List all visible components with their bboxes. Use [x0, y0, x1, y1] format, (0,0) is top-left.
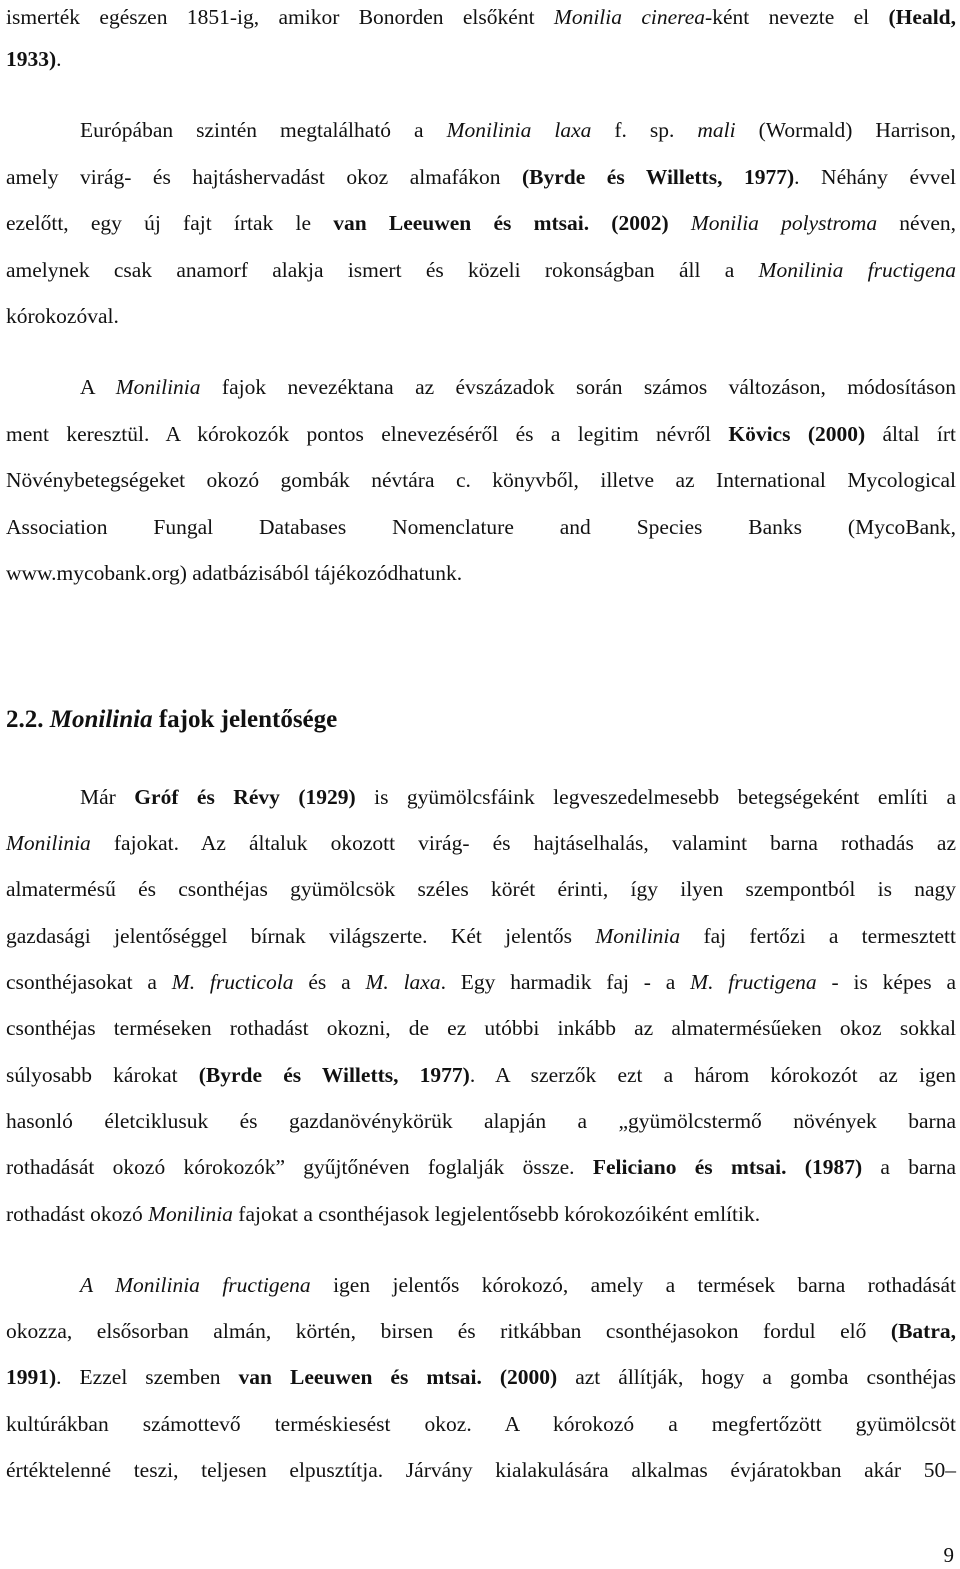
paragraph-2-line-4: amelynek csak anamorf alakja ismert és közeli rokonságban áll a Monilinia fructigena [6, 258, 956, 282]
paragraph-2-line-3: ezelőtt, egy új fajt írtak le van Leeuwen és mtsai. (2002) Monilia polystroma néven, [6, 211, 956, 235]
paragraph-3-line-2: ment keresztül. A kórokozók pontos elnevezéséről és a legitim névről Kövics (2000) által írt [6, 422, 956, 446]
paragraph-4-line-1: Már Gróf és Révy (1929) is gyümölcsfáink legveszedelmesebb betegségeként említi a [80, 785, 957, 809]
paragraph-4-line-8: hasonló életciklusuk és gazdanövénykörük alapján a „gyümölcstermő növények barna [6, 1109, 956, 1133]
paragraph-4-line-6: csonthéjas terméseken rothadást okozni, de ez utóbbi inkább az almatermésűeken okoz sokkal [6, 1016, 956, 1040]
paragraph-4-line-4: gazdasági jelentőséggel bírnak világszerte. Két jelentős Monilinia faj fertőzi a termesztett [6, 924, 956, 948]
paragraph-2-line-2: amely virág- és hajtáshervadást okoz almafákon (Byrde és Willetts, 1977). Néhány évvel [6, 165, 956, 189]
paragraph-4-line-9: rothadását okozó kórokozók” gyűjtőnéven foglalják össze. Feliciano és mtsai. (1987) a barna [6, 1155, 956, 1179]
page-number: 9 [943, 1543, 954, 1567]
paragraph-4-line-10: rothadást okozó Monilinia fajokat a csonthéjasok legjelentősebb kórokozóiként említik. [6, 1202, 761, 1226]
paragraph-3-line-5: www.mycobank.org) adatbázisából tájékozódhatunk. [6, 561, 463, 585]
paragraph-5-line-4: kultúrákban számottevő terméskiesést okoz. A kórokozó a megfertőzött gyümölcsöt [6, 1412, 956, 1436]
paragraph-3-line-3: Növénybetegségeket okozó gombák névtára c. könyvből, illetve az International Mycological [6, 468, 956, 492]
paragraph-3-line-1: A Monilinia fajok nevezéktana az évszázadok során számos változáson, módosításon [80, 375, 956, 399]
paragraph-5-line-2: okozza, elsősorban almán, körtén, birsen és ritkábban csonthéjasokon fordul elő (Batra, [6, 1319, 956, 1343]
paragraph-2-line-5: kórokozóval. [6, 304, 119, 328]
paragraph-2-line-1: Európában szintén megtalálható a Monilinia laxa f. sp. mali (Wormald) Harrison, [80, 118, 956, 142]
paragraph-5-line-1: A Monilinia fructigena igen jelentős kórokozó, amely a termések barna rothadását [80, 1273, 956, 1297]
paragraph-5-line-5: értéktelenné teszi, teljesen elpusztítja. Járvány kialakulására alkalmas évjáratokban akár 50– [6, 1458, 956, 1482]
paragraph-1-line-1: ismerték egészen 1851-ig, amikor Bonorden elsőként Monilia cinerea-ként nevezte el (Heald, [6, 5, 956, 29]
paragraph-3-line-4: Association Fungal Databases Nomenclature and Species Banks (MycoBank, [6, 515, 956, 539]
paragraph-4-line-7: súlyosabb károkat (Byrde és Willetts, 1977). A szerzők ezt a három kórokozót az igen [6, 1063, 956, 1087]
paragraph-4-line-2: Monilinia fajokat. Az általuk okozott virág- és hajtáselhalás, valamint barna rothadás az [6, 831, 956, 855]
paragraph-1-line-2: 1933). [6, 47, 62, 71]
paragraph-4-line-3: almatermésű és csonthéjas gyümölcsök széles körét érinti, így ilyen szempontból is nagy [6, 877, 956, 901]
section-heading: 2.2. Monilinia fajok jelentősége [6, 706, 338, 733]
paragraph-4-line-5: csonthéjasokat a M. fructicola és a M. laxa. Egy harmadik faj - a M. fructigena - is képes a [6, 970, 956, 994]
paragraph-5-line-3: 1991). Ezzel szemben van Leeuwen és mtsai. (2000) azt állítják, hogy a gomba csonthéjas [6, 1365, 957, 1389]
